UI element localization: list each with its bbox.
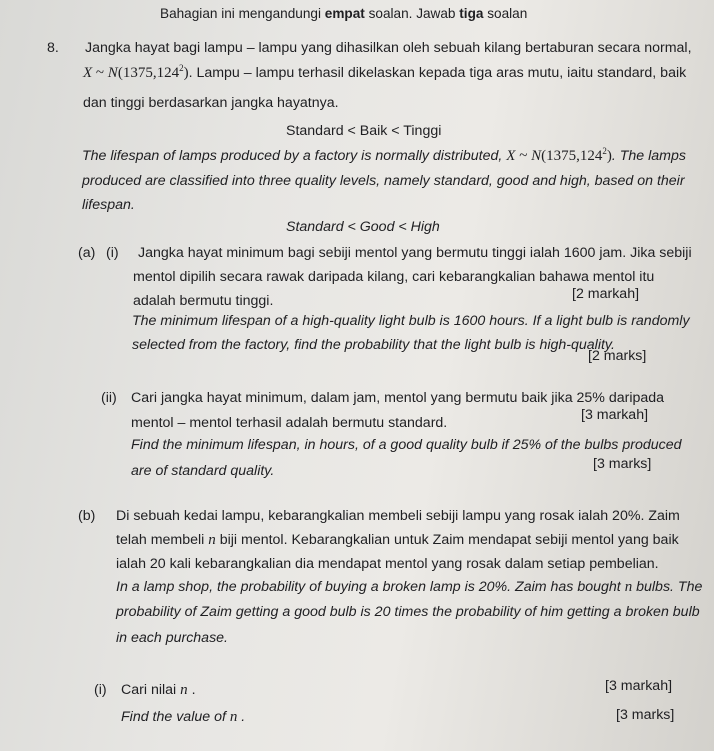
- part-b-malay-2-post: biji mentol. Kebarangkalian untuk Zaim mendapat sebiji mentol yang baik: [215, 532, 679, 548]
- part-a-ii-marks-english: [3 marks]: [593, 456, 652, 472]
- dist-open-en: (: [541, 148, 547, 164]
- dist-sim: ~: [92, 65, 108, 81]
- dist-sim-en: ~: [515, 148, 532, 164]
- quality-order-malay: Standard < Baik < Tinggi: [286, 123, 442, 139]
- dist-close-en: ): [606, 148, 612, 164]
- part-a-i-marks-english: [2 marks]: [588, 348, 647, 364]
- stem-malay-line-3: dan tinggi berdasarkan jangka hayatnya.: [83, 95, 339, 111]
- part-a-ii-malay-2: mentol – mentol terhasil adalah bermutu standard.: [131, 415, 448, 431]
- stem-english-line-2: produced are classified into three quality levels, namely standard, good and high, based on their: [82, 173, 685, 189]
- instruction-text-mid: soalan. Jawab: [364, 6, 460, 21]
- part-b-english-2: probability of Zaim getting a good bulb is 20 times the probability of him getting a broken bulb: [116, 604, 700, 620]
- stem-english-line-3: lifespan.: [82, 197, 135, 213]
- part-b-i-english: [121, 708, 245, 726]
- part-b-i-label: (i): [94, 682, 107, 698]
- part-b-i-marks-malay: [3 markah]: [605, 678, 673, 694]
- dist-exp-en: 2: [602, 146, 607, 156]
- part-a-ii-marks-malay: [3 markah]: [581, 407, 649, 423]
- dist-comma-en: ,: [576, 148, 580, 164]
- dist-open: (: [117, 65, 123, 81]
- part-a-i-marks-malay: [2 markah]: [572, 286, 640, 302]
- var-n-en: n: [624, 579, 633, 595]
- part-a-ii-malay-1: Cari jangka hayat minimum, dalam jam, mentol yang bermutu baik jika 25% daripada: [131, 390, 665, 406]
- distribution-notation: [83, 65, 189, 81]
- dist-mean: 1375: [122, 65, 153, 81]
- part-b-malay-3: ialah 20 kali kebarangkalian dia mendapat mentol yang rosak dalam setiap pembelian.: [116, 556, 659, 572]
- var-n-b-i-en: n: [229, 709, 238, 725]
- stem-malay-line-1: Jangka hayat bagi lampu – lampu yang dihasilkan oleh sebuah kilang bertaburan secara normal,: [85, 40, 692, 56]
- part-b-i-english-pre: Find the value of: [121, 709, 230, 725]
- quality-order-english: Standard < Good < High: [286, 219, 440, 235]
- part-b-i-malay-post: .: [187, 682, 196, 698]
- part-a-ii-label: (ii): [101, 390, 117, 406]
- stem-malay-line-2: [83, 64, 686, 82]
- part-b-i-malay: [121, 681, 196, 699]
- dist-exp: 2: [179, 63, 184, 73]
- part-a-i-label: (i): [106, 245, 119, 261]
- dist-n-en: N: [531, 148, 542, 164]
- instruction-text-end: soalan: [483, 6, 528, 21]
- part-b-malay-1: Di sebuah kedai lampu, kebarangkalian membeli sebiji lampu yang rosak ialah 20%. Zaim: [116, 508, 680, 524]
- part-b-malay-2: [116, 531, 679, 549]
- stem-english-line-1-post: . The lamps: [611, 148, 686, 164]
- question-number: 8.: [47, 40, 59, 56]
- dist-var: X: [83, 65, 93, 81]
- section-instruction: [160, 5, 527, 23]
- part-b-label: (b): [78, 508, 96, 524]
- dist-n: N: [107, 65, 118, 81]
- part-b-i-malay-pre: Cari nilai: [121, 682, 181, 698]
- var-n: n: [208, 532, 216, 548]
- part-a-i-english-1: The minimum lifespan of a high-quality light bulb is 1600 hours. If a light bulb is randomly: [132, 313, 690, 329]
- part-b-i-english-post: .: [237, 709, 246, 725]
- distribution-notation-english: [506, 148, 612, 164]
- part-b-i-marks-english: [3 marks]: [616, 707, 675, 723]
- dist-sd-en: 124: [579, 148, 603, 164]
- part-a-i-malay-2: mentol dipilih secara rawak daripada kilang, cari kebarangkalian bahawa mentol itu: [133, 269, 655, 285]
- part-b-english-3: in each purchase.: [116, 630, 228, 646]
- dist-mean-en: 1375: [546, 148, 577, 164]
- part-a-i-malay-3: adalah bermutu tinggi.: [133, 293, 274, 309]
- stem-malay-line-2-rest: . Lampu – lampu terhasil dikelaskan kepada tiga aras mutu, iaitu standard, baik: [188, 65, 687, 81]
- var-n-b-i: n: [180, 682, 188, 698]
- part-b-english-1-pre: In a lamp shop, the probability of buying a broken lamp is 20%. Zaim has bought: [116, 579, 625, 595]
- part-b-malay-2-pre: telah membeli: [116, 532, 209, 548]
- dist-close: ): [183, 65, 189, 81]
- stem-english-line-1: [82, 147, 686, 165]
- part-a-ii-english-1: Find the minimum lifespan, in hours, of a good quality bulb if 25% of the bulbs produced: [131, 437, 682, 453]
- part-a-ii-english-2: are of standard quality.: [131, 463, 275, 479]
- instruction-bold-empat: empat: [324, 6, 365, 21]
- instruction-text: Bahagian ini mengandungi: [160, 6, 325, 21]
- part-b-english-1: [116, 578, 702, 596]
- part-a-i-english-2: selected from the factory, find the probability that the light bulb is high-quality.: [132, 337, 615, 353]
- dist-comma: ,: [152, 65, 157, 81]
- dist-var-en: X: [506, 148, 516, 164]
- part-a-i-malay-1: Jangka hayat minimum bagi sebiji mentol yang bermutu tinggi ialah 1600 jam. Jika sebiji: [138, 245, 692, 261]
- instruction-bold-tiga: tiga: [459, 6, 484, 21]
- stem-english-line-1-pre: The lifespan of lamps produced by a factory is normally distributed,: [82, 148, 503, 164]
- part-a-label: (a): [78, 245, 96, 261]
- part-b-english-1-post: bulbs. The: [632, 579, 703, 595]
- dist-sd: 124: [156, 65, 180, 81]
